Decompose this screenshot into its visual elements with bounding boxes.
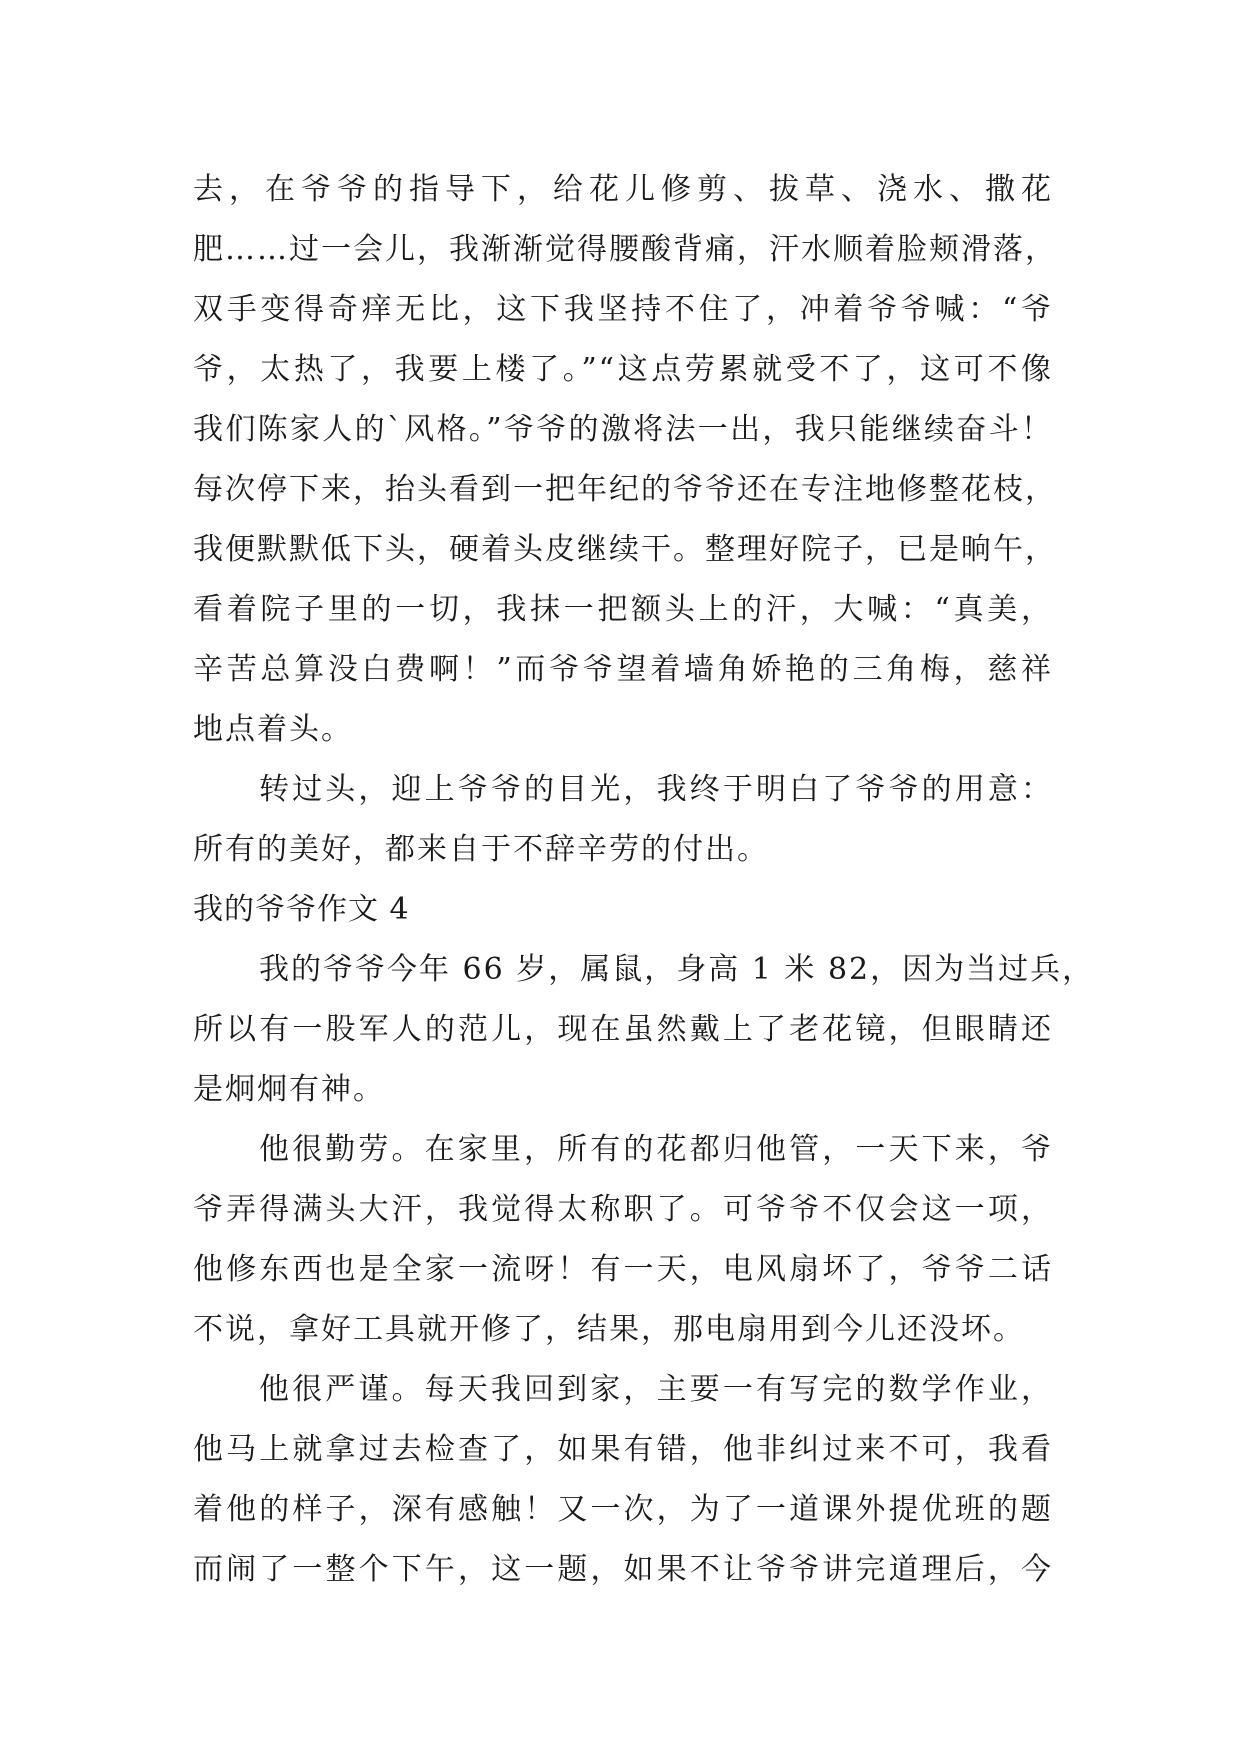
text-line: 是炯炯有神。	[193, 1072, 385, 1107]
text-line: 双手变得奇痒无比，这下我坚持不住了，冲着爷爷喊：“爷	[193, 292, 1053, 327]
section-heading	[193, 880, 1053, 940]
text-line: 肥……过一会儿，我渐渐觉得腰酸背痛，汗水顺着脸颊滑落，	[193, 232, 1057, 267]
text-line: 而闹了一整个下午，这一题，如果不让爷爷讲完道理后，今	[193, 1552, 1053, 1587]
paragraph	[193, 1120, 1053, 1360]
text-line: 爷弄得满头大汗，我觉得太称职了。可爷爷不仅会这一项，	[193, 1192, 1053, 1227]
paragraph	[193, 1360, 1053, 1600]
text-line: 不说，拿好工具就开修了，结果，那电扇用到今儿还没坏。	[193, 1312, 1025, 1347]
text-line: 辛苦总算没白费啊！”而爷爷望着墙角娇艳的三角梅，慈祥	[193, 652, 1053, 687]
text-line: 我的爷爷今年 66 岁，属鼠，身高 1 米 82，因为当过兵，	[259, 952, 1095, 987]
text-line: 他很勤劳。在家里，所有的花都归他管，一天下来，爷	[259, 1132, 1053, 1167]
text-line: 我们陈家人的`风格。”爷爷的激将法一出，我只能继续奋斗！	[193, 412, 1053, 447]
text-line: 我便默默低下头，硬着头皮继续干。整理好院子，已是晌午，	[193, 532, 1057, 567]
text-line: 所有的美好，都来自于不辞辛劳的付出。	[193, 832, 769, 867]
text-line: 去，在爷爷的指导下，给花儿修剪、拔草、浇水、撒花	[193, 172, 1053, 207]
text-line: 他马上就拿过去检查了，如果有错，他非纠过来不可，我看	[193, 1432, 1053, 1467]
heading-text: 我的爷爷作文 4	[193, 892, 410, 927]
text-line: 看着院子里的一切，我抹一把额头上的汗，大喊：“真美，	[193, 592, 1053, 627]
text-line: 着他的样子，深有感触！又一次，为了一道课外提优班的题	[193, 1492, 1053, 1527]
paragraph	[193, 760, 1053, 880]
text-line: 转过头，迎上爷爷的目光，我终于明白了爷爷的用意：	[259, 772, 1053, 807]
text-line: 他很严谨。每天我回到家，主要一有写完的数学作业，	[259, 1372, 1053, 1407]
text-line: 地点着头。	[193, 712, 353, 747]
text-line: 爷，太热了，我要上楼了。”“这点劳累就受不了，这可不像	[193, 352, 1053, 387]
text-line: 他修东西也是全家一流呀！有一天，电风扇坏了，爷爷二话	[193, 1252, 1053, 1287]
paragraph	[193, 940, 1095, 1120]
text-line: 每次停下来，抬头看到一把年纪的爷爷还在专注地修整花枝，	[193, 472, 1057, 507]
text-line: 所以有一股军人的范儿，现在虽然戴上了老花镜，但眼睛还	[193, 1012, 1053, 1047]
document-page	[193, 160, 1095, 1600]
paragraph	[193, 160, 1057, 760]
